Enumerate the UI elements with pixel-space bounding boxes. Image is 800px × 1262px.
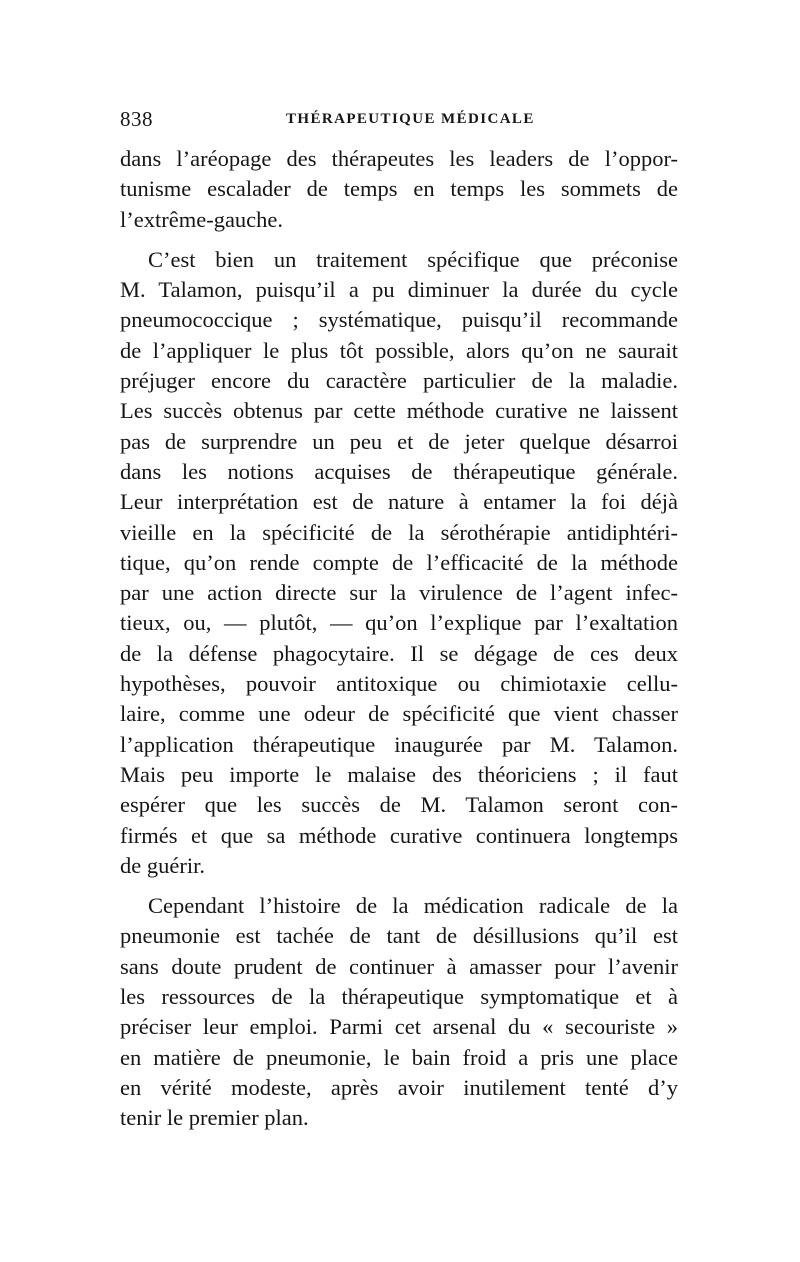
paragraph-1 bbox=[120, 144, 678, 235]
text-line: de guérir. bbox=[120, 852, 205, 878]
text-line: tieux, ou, — plutôt, — qu’on l’explique par l’exaltation bbox=[120, 610, 678, 636]
text-line: les ressources de la thérapeutique symptomatique et à bbox=[120, 984, 678, 1010]
text-line: l’application thérapeutique inaugurée par M. Talamon. bbox=[120, 731, 678, 757]
text-line: de la défense phagocytaire. Il se dégage de ces deux bbox=[120, 640, 678, 666]
text-line: C’est bien un traitement spécifique que préconise bbox=[148, 246, 678, 272]
text-line: vieille en la spécificité de la sérothérapie antidiphtéri- bbox=[120, 519, 678, 545]
text-line: tique, qu’on rende compte de l’efficacité de la méthode bbox=[120, 549, 678, 575]
text-line: M. Talamon, puisqu’il a pu diminuer la durée du cycle bbox=[120, 277, 678, 303]
text-line: Mais peu importe le malaise des théoriciens ; il faut bbox=[120, 761, 678, 787]
text-line: de l’appliquer le plus tôt possible, alors qu’on ne saurait bbox=[120, 337, 678, 363]
text-line: sans doute prudent de continuer à amasser pour l’avenir bbox=[120, 953, 678, 979]
text-line: Cependant l’histoire de la médication radicale de la bbox=[148, 893, 678, 919]
text-line: Leur interprétation est de nature à entamer la foi déjà bbox=[120, 489, 678, 515]
text-line: laire, comme une odeur de spécificité que vient chasser bbox=[120, 701, 678, 727]
running-head bbox=[120, 107, 678, 135]
text-line: hypothèses, pouvoir antitoxique ou chimiotaxie cellu- bbox=[120, 671, 678, 697]
running-title: THÉRAPEUTIQUE MÉDICALE bbox=[286, 111, 535, 127]
text-line: espérer que les succès de M. Talamon seront con- bbox=[120, 792, 678, 818]
text-line: tunisme escalader de temps en temps les sommets de bbox=[120, 176, 678, 202]
paragraph-2 bbox=[120, 245, 678, 881]
text-line: pas de surprendre un peu et de jeter quelque désarroi bbox=[120, 428, 678, 454]
text-line: en matière de pneumonie, le bain froid a pris une place bbox=[120, 1044, 678, 1070]
text-line: l’extrême-gauche. bbox=[120, 206, 284, 232]
text-line: en vérité modeste, après avoir inutilement tenté d’y bbox=[120, 1074, 678, 1100]
text-line: pneumonie est tachée de tant de désillusions qu’il est bbox=[120, 923, 678, 949]
paragraph-3 bbox=[120, 891, 678, 1133]
text-line: dans l’aréopage des thérapeutes les leaders de l’oppor- bbox=[120, 146, 678, 171]
text-line: dans les notions acquises de thérapeutique générale. bbox=[120, 458, 678, 484]
body-text bbox=[120, 144, 678, 1134]
text-line: préciser leur emploi. Parmi cet arsenal du « secouriste » bbox=[120, 1014, 678, 1040]
text-line: par une action directe sur la virulence de l’agent infec- bbox=[120, 580, 678, 606]
text-line: firmés et que sa méthode curative continuera longtemps bbox=[120, 822, 678, 848]
text-line: pneumococcique ; systématique, puisqu’il recommande bbox=[120, 307, 678, 333]
page-number: 838 bbox=[120, 107, 153, 131]
text-line: Les succès obtenus par cette méthode curative ne laissent bbox=[120, 398, 678, 424]
text-line: tenir le premier plan. bbox=[120, 1105, 309, 1131]
text-line: préjuger encore du caractère particulier de la maladie. bbox=[120, 368, 678, 394]
